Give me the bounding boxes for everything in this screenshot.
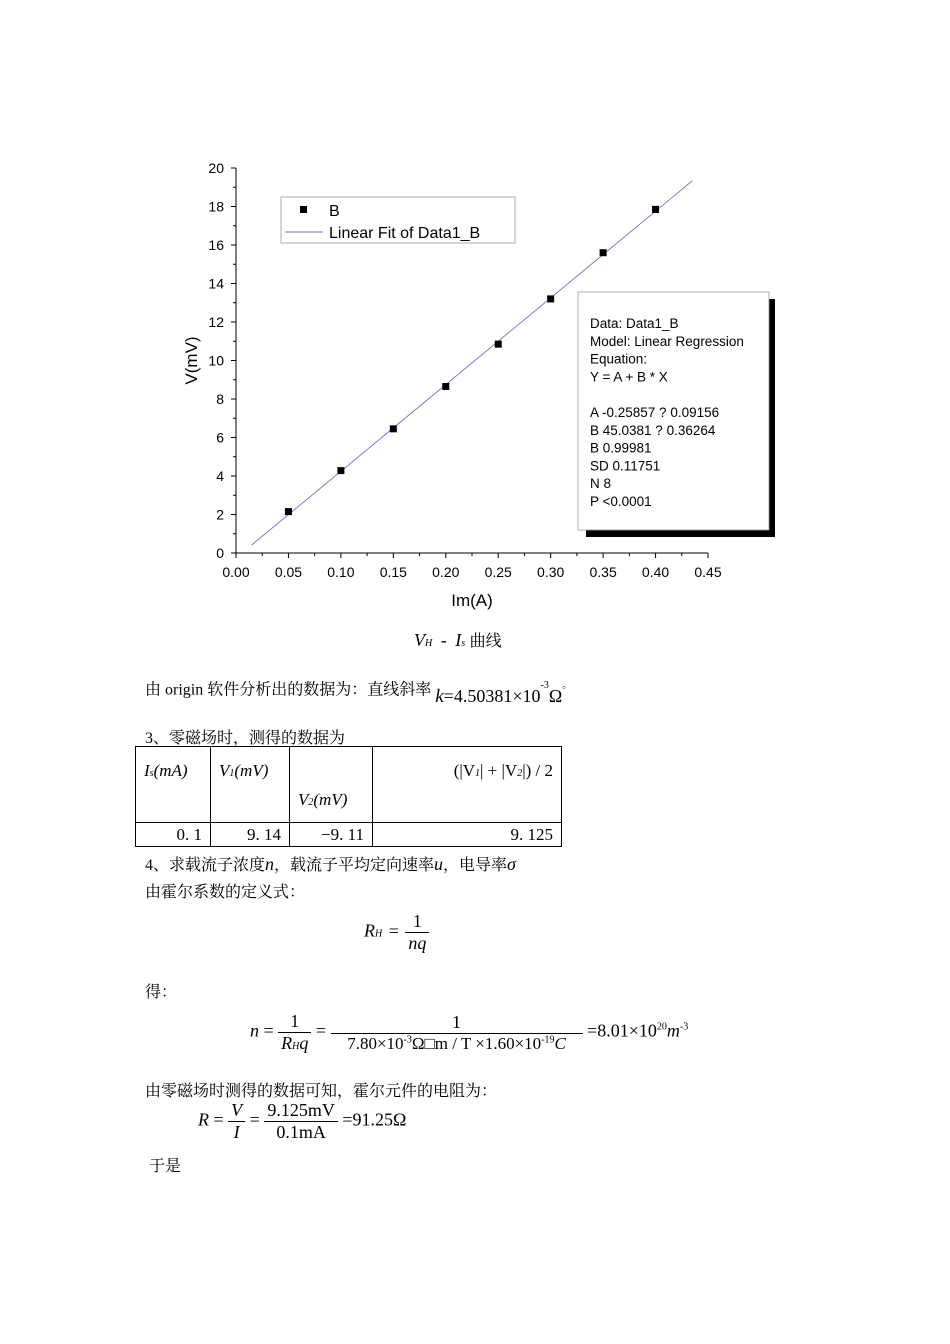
stats-line: A -0.25857 ? 0.09156 (590, 405, 720, 420)
zero-field-table (135, 746, 562, 847)
stats-line: Data: Data1_B (590, 316, 679, 331)
stats-line: Y = A + B * X (590, 369, 668, 385)
hall-coefficient-equation: RH = $\frac{1}{nq}$ (364, 911, 429, 954)
header-v1: V1(mV) (211, 747, 290, 823)
y-tick-label: 20 (208, 160, 224, 176)
cell-v2: −9. 11 (290, 823, 373, 847)
y-tick-label: 0 (216, 545, 224, 561)
carrier-heading: 4、求载流子浓度n，载流子平均定向速率u，电导率σ (145, 854, 516, 874)
x-tick-label: 0.10 (327, 564, 355, 580)
cell-average: 9. 125 (373, 823, 562, 847)
y-tick-label: 16 (208, 237, 224, 253)
x-tick-label: 0.05 (274, 564, 303, 580)
y-tick-label: 4 (216, 468, 224, 484)
legend-label-b: B (329, 203, 340, 220)
resistance-line: 由零磁场时测得的数据可知，霍尔元件的电阻为： (145, 1083, 498, 1100)
carrier-density-equation: n = $\frac{1}{\text{RHq}}$ = $\frac{1}{7.80\times 10^{-3}\Omega□m / T \times 1.60\times 10^{-19}C}$ $=8.01\times 10^{20}m^{-3}$ (250, 1011, 689, 1053)
chart (0, 0, 950, 620)
header-is: Is(mA) (136, 747, 211, 823)
y-tick-label: 6 (216, 429, 224, 446)
data-point (547, 295, 554, 302)
stats-line: B 0.99981 (590, 440, 652, 456)
resistance-equation: R = $\frac{V}{I}$ = $\frac{9.125mV}{0.1mA}$ =91.25Ω (198, 1100, 407, 1142)
legend-label-fit: Linear Fit of Data1_B (329, 225, 481, 242)
y-axis-label: V(mV) (182, 336, 201, 385)
data-point (337, 467, 344, 474)
stats-line: SD 0.11751 (590, 458, 661, 474)
header-average: (|V1| + |V2|) / 2 (373, 747, 562, 823)
y-tick-label: 14 (208, 275, 224, 292)
data-point (390, 425, 397, 432)
x-tick-label: 0.00 (222, 564, 250, 580)
zero-field-heading: 3、零磁场时，测得的数据为 (145, 730, 346, 747)
data-point (652, 206, 659, 213)
x-tick-label: 0.40 (641, 564, 670, 580)
x-tick-label: 0.25 (484, 564, 512, 580)
stats-line: P <0.0001 (590, 494, 652, 509)
stats-line: Model: Linear Regression (590, 333, 744, 349)
data-point (285, 508, 292, 515)
table-header-row (136, 747, 562, 823)
y-tick-label: 2 (216, 506, 224, 523)
y-tick-label: 10 (208, 352, 224, 369)
x-tick-label: 0.20 (432, 564, 460, 580)
data-point (600, 249, 607, 256)
stats-line: Equation: (590, 351, 648, 367)
cell-is: 0. 1 (136, 823, 211, 847)
x-tick-label: 0.35 (589, 564, 617, 580)
conclusion-start: 于是 (149, 1158, 182, 1175)
x-tick-label: 0.45 (694, 564, 722, 580)
y-tick-label: 12 (208, 314, 224, 330)
y-tick-label: 18 (208, 198, 224, 215)
hall-definition-line: 由霍尔系数的定义式： (145, 884, 306, 901)
y-tick-label: 8 (216, 391, 224, 407)
cell-v1: 9. 14 (211, 823, 290, 847)
stats-line: B 45.0381 ? 0.36264 (590, 422, 716, 438)
chart-caption: VH - Is 曲线 (414, 630, 502, 650)
stats-line: N 8 (590, 476, 612, 492)
result-label: 得： (145, 984, 178, 1001)
data-point (442, 383, 449, 390)
data-point (495, 341, 502, 348)
table-row (136, 823, 562, 847)
legend-marker (300, 206, 307, 213)
x-tick-label: 0.30 (537, 564, 565, 580)
x-tick-label: 0.15 (379, 564, 407, 580)
slope-line: 由 origin 软件分析出的数据为：直线斜率 $k=4.50381\times 10^{-3}\Omega^。$ (145, 680, 573, 708)
header-v2: V2(mV) (290, 747, 373, 823)
x-axis-label: Im(A) (451, 591, 493, 610)
